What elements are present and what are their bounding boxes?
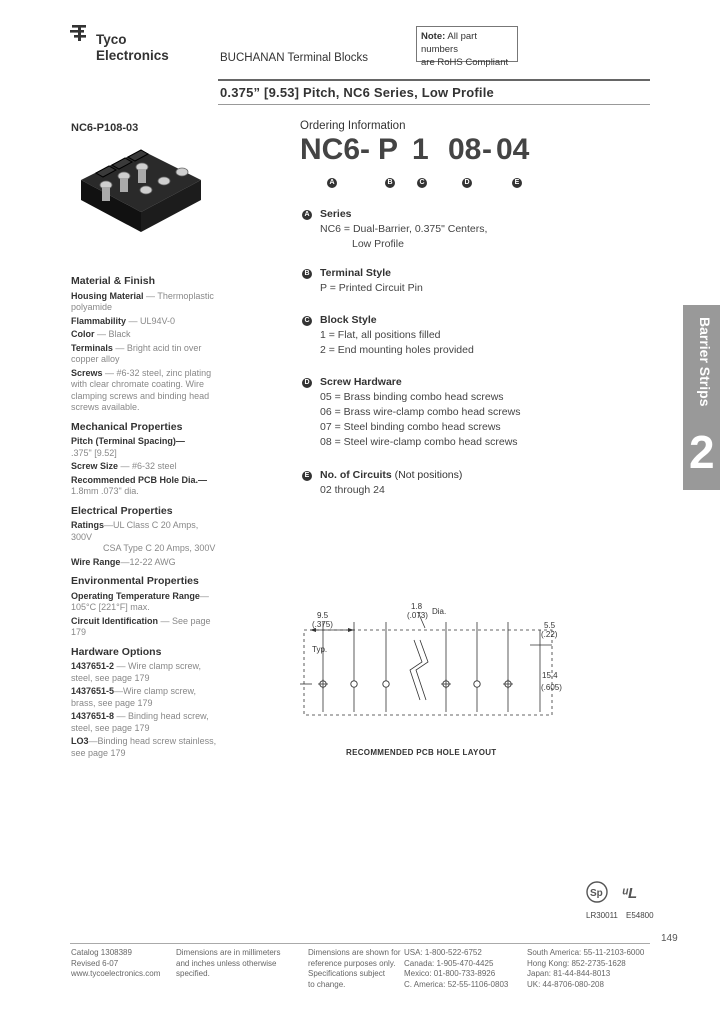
spec-label: Wire Range: [71, 556, 121, 567]
option-line: 2 = End mounting holes provided: [320, 344, 474, 356]
dim-hole-in: (.073): [407, 611, 428, 620]
badge-c: C: [417, 178, 427, 188]
ordering-label: Ordering Information: [300, 120, 406, 132]
ul-logo-icon: ᵘL: [622, 885, 638, 902]
spec-ratings: [71, 520, 221, 555]
environmental-heading: Environmental Properties: [71, 575, 199, 587]
spec-screw-size: [71, 461, 221, 473]
header-subtitle: BUCHANAN Terminal Blocks: [220, 52, 369, 64]
spec-value: — #6-32 steel: [118, 461, 177, 471]
spec-value: CSA Type C 20 Amps, 300V: [103, 543, 216, 553]
dim-typ: Typ.: [312, 645, 328, 654]
option-line: Low Profile: [352, 238, 404, 250]
badge-a: A: [302, 210, 312, 220]
spec-label: 1437651-5: [71, 686, 115, 696]
dim-pitch-in: (.375): [312, 620, 333, 629]
note-bold: Note:: [421, 31, 446, 42]
ordering-code: [300, 133, 540, 169]
spec-label: Ratings: [71, 520, 105, 530]
section-tab-label: Barrier Strips: [697, 317, 713, 407]
option-line: 02 through 24: [320, 484, 385, 496]
note-line1: All part numbers: [421, 31, 477, 55]
dim-height-in: (.605): [541, 683, 562, 692]
pcb-hole-layout-diagram: [290, 600, 570, 720]
code-screw: 08: [448, 133, 482, 166]
specs-column: [71, 276, 221, 761]
spec-label: Flammability: [71, 315, 127, 326]
option-circuits: [302, 468, 542, 498]
badge-d: D: [302, 378, 312, 388]
footer-line: specified.: [176, 969, 210, 978]
header-rule: [218, 79, 650, 81]
badge-b: B: [385, 178, 395, 188]
spec-value: .375" [9.52]: [71, 447, 117, 458]
page-number: 149: [661, 933, 678, 944]
certification-marks: [586, 880, 656, 922]
electrical-heading: Electrical Properties: [71, 504, 173, 517]
note-line2: are RoHS Compliant: [421, 57, 509, 68]
footer-line: Dimensions are in millimeters: [176, 948, 281, 957]
dim-pitch: 9.5: [317, 611, 329, 620]
spec-value: — Thermoplastic polyamide: [71, 290, 214, 312]
section-tab: [683, 305, 720, 490]
footer-line: Dimensions are shown for: [308, 948, 401, 957]
spec-pitch: [71, 436, 221, 459]
footer-line: Specifications subject: [308, 969, 385, 978]
spec-value: 1.8mm .073" dia.: [71, 486, 139, 496]
footer-website[interactable]: www.tycoelectronics.com: [71, 969, 161, 978]
option-line: 05 = Brass binding combo head screws: [320, 391, 504, 403]
badge-e: E: [302, 471, 312, 481]
footer-rule: [70, 943, 650, 944]
option-line: P = Printed Circuit Pin: [320, 282, 423, 294]
spec-value: — UL94V-0: [126, 315, 176, 326]
badge-b: B: [302, 269, 312, 279]
code-terminal: P: [378, 133, 399, 166]
spec-screws: [71, 368, 221, 414]
option-title: Block Style: [320, 314, 377, 326]
dim-dia: Dia.: [432, 607, 447, 616]
spec-label: 1437651-2: [71, 661, 115, 671]
footer-line: Japan: 81-44-844-8013: [527, 969, 611, 978]
hardware-heading: Hardware Options: [71, 645, 162, 658]
spec-terminals: [71, 343, 221, 366]
product-photo: [76, 140, 206, 235]
section-tab-number: 2: [689, 426, 715, 478]
spec-label: LO3: [71, 736, 89, 746]
footer-line: and inches unless otherwise: [176, 958, 277, 968]
spec-label: Pitch (Terminal Spacing)—: [71, 436, 185, 446]
circuits-note: (Not positions): [391, 469, 463, 481]
spec-value: — Binding head screw, steel, see page 179: [71, 711, 209, 733]
hw-option: [71, 711, 221, 734]
footer-line: C. America: 52-55-1106-0803: [404, 979, 509, 989]
spec-flammability: [71, 316, 221, 328]
spec-value: — Bright acid tin over copper alloy: [71, 342, 202, 364]
material-heading: Material & Finish: [71, 275, 156, 287]
option-title: Series: [320, 208, 352, 220]
footer-line: UK: 44-8706-080-208: [527, 979, 604, 989]
option-title: Terminal Style: [320, 267, 391, 279]
dim-height: 15.4: [542, 671, 558, 680]
spec-circuit-id: [71, 616, 221, 639]
spec-value: — Wire clamp screw, steel, see page 179: [71, 661, 202, 683]
option-series: [302, 207, 542, 252]
option-line: 1 = Flat, all positions filled: [320, 329, 441, 341]
spec-value: — #6-32 steel, zinc plating with clear chromate coating. Wire clamping screws and binding head screws available.: [71, 367, 212, 412]
hw-option: [71, 686, 221, 709]
option-title: Screw Hardware: [320, 376, 402, 388]
code-dash: -: [482, 133, 492, 166]
spec-value: —12-22 AWG: [120, 556, 176, 567]
badge-e: E: [512, 178, 522, 188]
spec-value: — 105°C [221°F] max.: [71, 590, 209, 612]
footer-line: USA: 1-800-522-6752: [404, 948, 482, 957]
option-line: 06 = Brass wire-clamp combo head screws: [320, 406, 521, 418]
ul-file-number: E54800: [626, 911, 654, 920]
spec-label: Screws: [71, 367, 103, 378]
option-terminal: [302, 266, 542, 296]
page-title: 0.375” [9.53] Pitch, NC6 Series, Low Profile: [220, 85, 494, 100]
spec-label: Recommended PCB Hole Dia.—: [71, 474, 208, 485]
footer-line: Revised 6-07: [71, 958, 119, 968]
footer-line: Mexico: 01-800-733-8926: [404, 969, 496, 978]
badge-c: C: [302, 316, 312, 326]
badge-a: A: [327, 178, 337, 188]
footer-catalog: [71, 948, 160, 980]
code-block: 1: [412, 133, 429, 166]
csa-file-number: LR30011: [586, 911, 618, 920]
spec-op-temp: [71, 591, 221, 614]
spec-label: Screw Size: [71, 461, 119, 471]
option-line: 07 = Steel binding combo head screws: [320, 421, 501, 433]
spec-value: —Wire clamp screw, brass, see page 179: [71, 686, 197, 708]
footer-line: Hong Kong: 852-2735-1628: [527, 958, 626, 968]
footer-line: reference purposes only.: [308, 958, 396, 968]
spec-value: —UL Class C 20 Amps, 300V: [71, 520, 199, 542]
spec-label: Housing Material: [71, 290, 144, 301]
brand-name: [96, 32, 169, 64]
rohs-note: [416, 26, 518, 68]
footer-line: to change.: [308, 979, 346, 989]
circuits-title: No. of Circuits: [320, 469, 392, 481]
footer-line: Canada: 1-905-470-4425: [404, 958, 494, 968]
spec-label: Circuit Identification: [71, 615, 159, 626]
dim-hole: 1.8: [411, 602, 423, 611]
spec-label: Color: [71, 329, 95, 339]
footer-line: Catalog 1308389: [71, 948, 132, 957]
option-block: [302, 313, 542, 358]
spec-housing: [71, 291, 221, 314]
code-series: NC6: [300, 133, 361, 166]
spec-color: [71, 329, 221, 341]
spec-pcb-hole: [71, 475, 221, 498]
option-line: 08 = Steel wire-clamp combo head screws: [320, 436, 518, 448]
spec-wire-range: [71, 557, 221, 569]
spec-label: Terminals: [71, 342, 113, 353]
badge-d: D: [462, 178, 472, 188]
footer-reference-note: [308, 948, 400, 990]
footer-dimensions-note: [176, 948, 280, 980]
diagram-caption: RECOMMENDED PCB HOLE LAYOUT: [346, 748, 497, 757]
option-line: NC6 = Dual-Barrier, 0.375" Centers,: [320, 223, 488, 235]
tyco-logo-icon: [70, 22, 92, 44]
spec-value: —Binding head screw stainless, see page 179: [71, 736, 217, 758]
brand-line1: Tyco: [96, 32, 127, 47]
code-dash: -: [360, 133, 370, 166]
svg-text:Sp: Sp: [590, 888, 603, 899]
spec-value: — See page 179: [71, 615, 211, 637]
footer-line: South America: 55-11-2103-6000: [527, 948, 645, 957]
hw-option: [71, 736, 221, 759]
hw-option: [71, 661, 221, 684]
dim-edge-in: (.22): [541, 630, 558, 639]
code-circuits: 04: [496, 133, 530, 166]
mechanical-heading: Mechanical Properties: [71, 420, 183, 433]
spec-value: — Black: [94, 329, 131, 339]
option-title: [302, 468, 542, 483]
spec-label: Operating Temperature Range: [71, 590, 200, 601]
brand-line2: Electronics: [96, 48, 169, 63]
footer-phones-international: [527, 948, 644, 990]
spec-label: 1437651-8: [71, 711, 115, 721]
title-rule: [218, 104, 650, 105]
footer-phones-americas: [404, 948, 508, 990]
option-screw: [302, 375, 542, 450]
dim-edge: 5.5: [544, 621, 556, 630]
part-name: NC6-P108-03: [71, 122, 139, 134]
